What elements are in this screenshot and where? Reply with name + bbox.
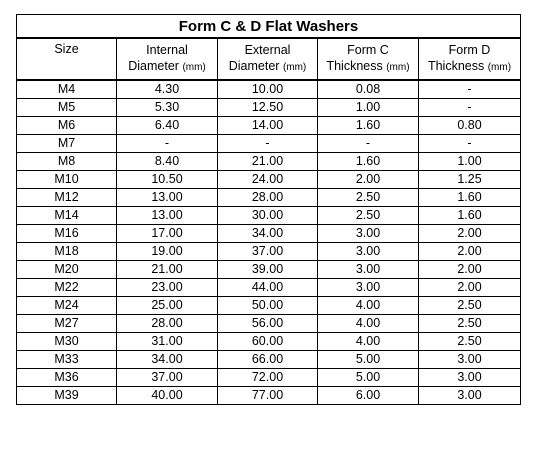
cell-form-d-thickness: 2.00 — [419, 279, 521, 297]
cell-form-d-thickness: 1.60 — [419, 207, 521, 225]
cell-form-c-thickness: 4.00 — [318, 315, 419, 333]
cell-internal-diameter: 19.00 — [117, 243, 218, 261]
column-header-form-c-thickness — [318, 38, 419, 80]
table-row — [17, 207, 521, 225]
header-unit: (mm) — [487, 62, 512, 73]
cell-size: M24 — [17, 297, 117, 315]
table-row — [17, 153, 521, 171]
table-body — [17, 80, 521, 405]
table-row — [17, 80, 521, 99]
cell-form-d-thickness: - — [419, 99, 521, 117]
cell-form-d-thickness: - — [419, 135, 521, 153]
cell-internal-diameter: 17.00 — [117, 225, 218, 243]
cell-size: M8 — [17, 153, 117, 171]
cell-form-d-thickness: 1.00 — [419, 153, 521, 171]
header-line1: Form C — [347, 43, 389, 57]
header-unit: (mm) — [386, 62, 410, 73]
cell-size: M16 — [17, 225, 117, 243]
column-header-form-d-thickness — [419, 38, 521, 80]
cell-internal-diameter: 25.00 — [117, 297, 218, 315]
header-line1: Size — [54, 42, 79, 56]
cell-internal-diameter: 31.00 — [117, 333, 218, 351]
cell-form-c-thickness: 2.50 — [318, 189, 419, 207]
cell-size: M36 — [17, 369, 117, 387]
cell-internal-diameter: 6.40 — [117, 117, 218, 135]
cell-external-diameter: 28.00 — [218, 189, 318, 207]
table-row — [17, 99, 521, 117]
cell-external-diameter: 34.00 — [218, 225, 318, 243]
cell-internal-diameter: - — [117, 135, 218, 153]
table-row — [17, 117, 521, 135]
column-header-external-diameter — [218, 38, 318, 80]
cell-size: M33 — [17, 351, 117, 369]
header-line1: Form D — [448, 43, 491, 57]
cell-form-d-thickness: 1.60 — [419, 189, 521, 207]
cell-form-c-thickness: 1.00 — [318, 99, 419, 117]
cell-external-diameter: 37.00 — [218, 243, 318, 261]
cell-internal-diameter: 34.00 — [117, 351, 218, 369]
table-title: Form C & D Flat Washers — [17, 15, 521, 39]
cell-internal-diameter: 23.00 — [117, 279, 218, 297]
cell-form-d-thickness: 0.80 — [419, 117, 521, 135]
cell-form-c-thickness: 4.00 — [318, 333, 419, 351]
cell-form-d-thickness: - — [419, 80, 521, 99]
cell-form-d-thickness: 2.50 — [419, 333, 521, 351]
cell-size: M14 — [17, 207, 117, 225]
cell-form-c-thickness: 2.00 — [318, 171, 419, 189]
cell-form-d-thickness: 1.25 — [419, 171, 521, 189]
cell-form-c-thickness: 3.00 — [318, 279, 419, 297]
table-row — [17, 297, 521, 315]
cell-external-diameter: 30.00 — [218, 207, 318, 225]
header-unit: (mm) — [282, 62, 307, 73]
cell-size: M10 — [17, 171, 117, 189]
cell-size: M20 — [17, 261, 117, 279]
header-line2: Thickness — [326, 59, 383, 73]
cell-external-diameter: 24.00 — [218, 171, 318, 189]
cell-form-c-thickness: 2.50 — [318, 207, 419, 225]
table-row — [17, 315, 521, 333]
cell-external-diameter: 10.00 — [218, 80, 318, 99]
cell-external-diameter: 44.00 — [218, 279, 318, 297]
header-line2-wrap — [318, 58, 418, 76]
cell-external-diameter: 77.00 — [218, 387, 318, 405]
header-line2-wrap — [117, 58, 217, 76]
cell-external-diameter: 72.00 — [218, 369, 318, 387]
cell-external-diameter: 66.00 — [218, 351, 318, 369]
cell-form-c-thickness: 3.00 — [318, 243, 419, 261]
cell-size: M30 — [17, 333, 117, 351]
cell-form-c-thickness: 6.00 — [318, 387, 419, 405]
cell-form-d-thickness: 3.00 — [419, 387, 521, 405]
cell-external-diameter: 12.50 — [218, 99, 318, 117]
header-line2: Diameter — [128, 59, 179, 73]
table-row — [17, 369, 521, 387]
cell-external-diameter: 56.00 — [218, 315, 318, 333]
cell-internal-diameter: 21.00 — [117, 261, 218, 279]
header-line2: Thickness — [427, 59, 485, 73]
cell-form-c-thickness: 1.60 — [318, 153, 419, 171]
header-line2-wrap — [419, 58, 520, 76]
table-row — [17, 243, 521, 261]
washer-spec-sheet — [16, 14, 520, 405]
cell-external-diameter: 50.00 — [218, 297, 318, 315]
table-row — [17, 261, 521, 279]
cell-form-c-thickness: 1.60 — [318, 117, 419, 135]
table-row — [17, 279, 521, 297]
cell-internal-diameter: 28.00 — [117, 315, 218, 333]
table-row — [17, 225, 521, 243]
cell-form-c-thickness: 5.00 — [318, 369, 419, 387]
title-row — [17, 15, 521, 39]
table-row — [17, 351, 521, 369]
cell-size: M39 — [17, 387, 117, 405]
header-line2-wrap — [218, 58, 317, 76]
cell-internal-diameter: 13.00 — [117, 189, 218, 207]
cell-internal-diameter: 8.40 — [117, 153, 218, 171]
cell-form-c-thickness: 3.00 — [318, 225, 419, 243]
cell-size: M4 — [17, 80, 117, 99]
cell-size: M6 — [17, 117, 117, 135]
table-row — [17, 387, 521, 405]
cell-internal-diameter: 37.00 — [117, 369, 218, 387]
table-row — [17, 135, 521, 153]
cell-size: M12 — [17, 189, 117, 207]
cell-external-diameter: 39.00 — [218, 261, 318, 279]
header-line1: External — [244, 43, 291, 57]
cell-form-c-thickness: 3.00 — [318, 261, 419, 279]
header-line1: Internal — [146, 43, 188, 57]
cell-internal-diameter: 5.30 — [117, 99, 218, 117]
cell-size: M5 — [17, 99, 117, 117]
cell-form-d-thickness: 2.50 — [419, 315, 521, 333]
cell-size: M18 — [17, 243, 117, 261]
column-header-internal-diameter — [117, 38, 218, 80]
cell-internal-diameter: 4.30 — [117, 80, 218, 99]
cell-form-c-thickness: 5.00 — [318, 351, 419, 369]
cell-size: M22 — [17, 279, 117, 297]
cell-form-d-thickness: 2.00 — [419, 261, 521, 279]
washer-table — [16, 14, 521, 405]
cell-size: M27 — [17, 315, 117, 333]
cell-form-d-thickness: 2.50 — [419, 297, 521, 315]
cell-external-diameter: 14.00 — [218, 117, 318, 135]
table-head — [17, 15, 521, 81]
cell-external-diameter: - — [218, 135, 318, 153]
cell-form-c-thickness: 0.08 — [318, 80, 419, 99]
cell-form-d-thickness: 2.00 — [419, 225, 521, 243]
column-header-size — [17, 38, 117, 80]
cell-form-d-thickness: 3.00 — [419, 369, 521, 387]
header-row — [17, 38, 521, 80]
cell-form-c-thickness: 4.00 — [318, 297, 419, 315]
cell-internal-diameter: 13.00 — [117, 207, 218, 225]
cell-size: M7 — [17, 135, 117, 153]
cell-external-diameter: 60.00 — [218, 333, 318, 351]
cell-internal-diameter: 10.50 — [117, 171, 218, 189]
cell-form-d-thickness: 3.00 — [419, 351, 521, 369]
table-row — [17, 171, 521, 189]
cell-internal-diameter: 40.00 — [117, 387, 218, 405]
table-row — [17, 189, 521, 207]
table-row — [17, 333, 521, 351]
cell-form-d-thickness: 2.00 — [419, 243, 521, 261]
cell-external-diameter: 21.00 — [218, 153, 318, 171]
cell-form-c-thickness: - — [318, 135, 419, 153]
header-unit: (mm) — [182, 62, 206, 73]
header-line2: Diameter — [228, 59, 280, 73]
